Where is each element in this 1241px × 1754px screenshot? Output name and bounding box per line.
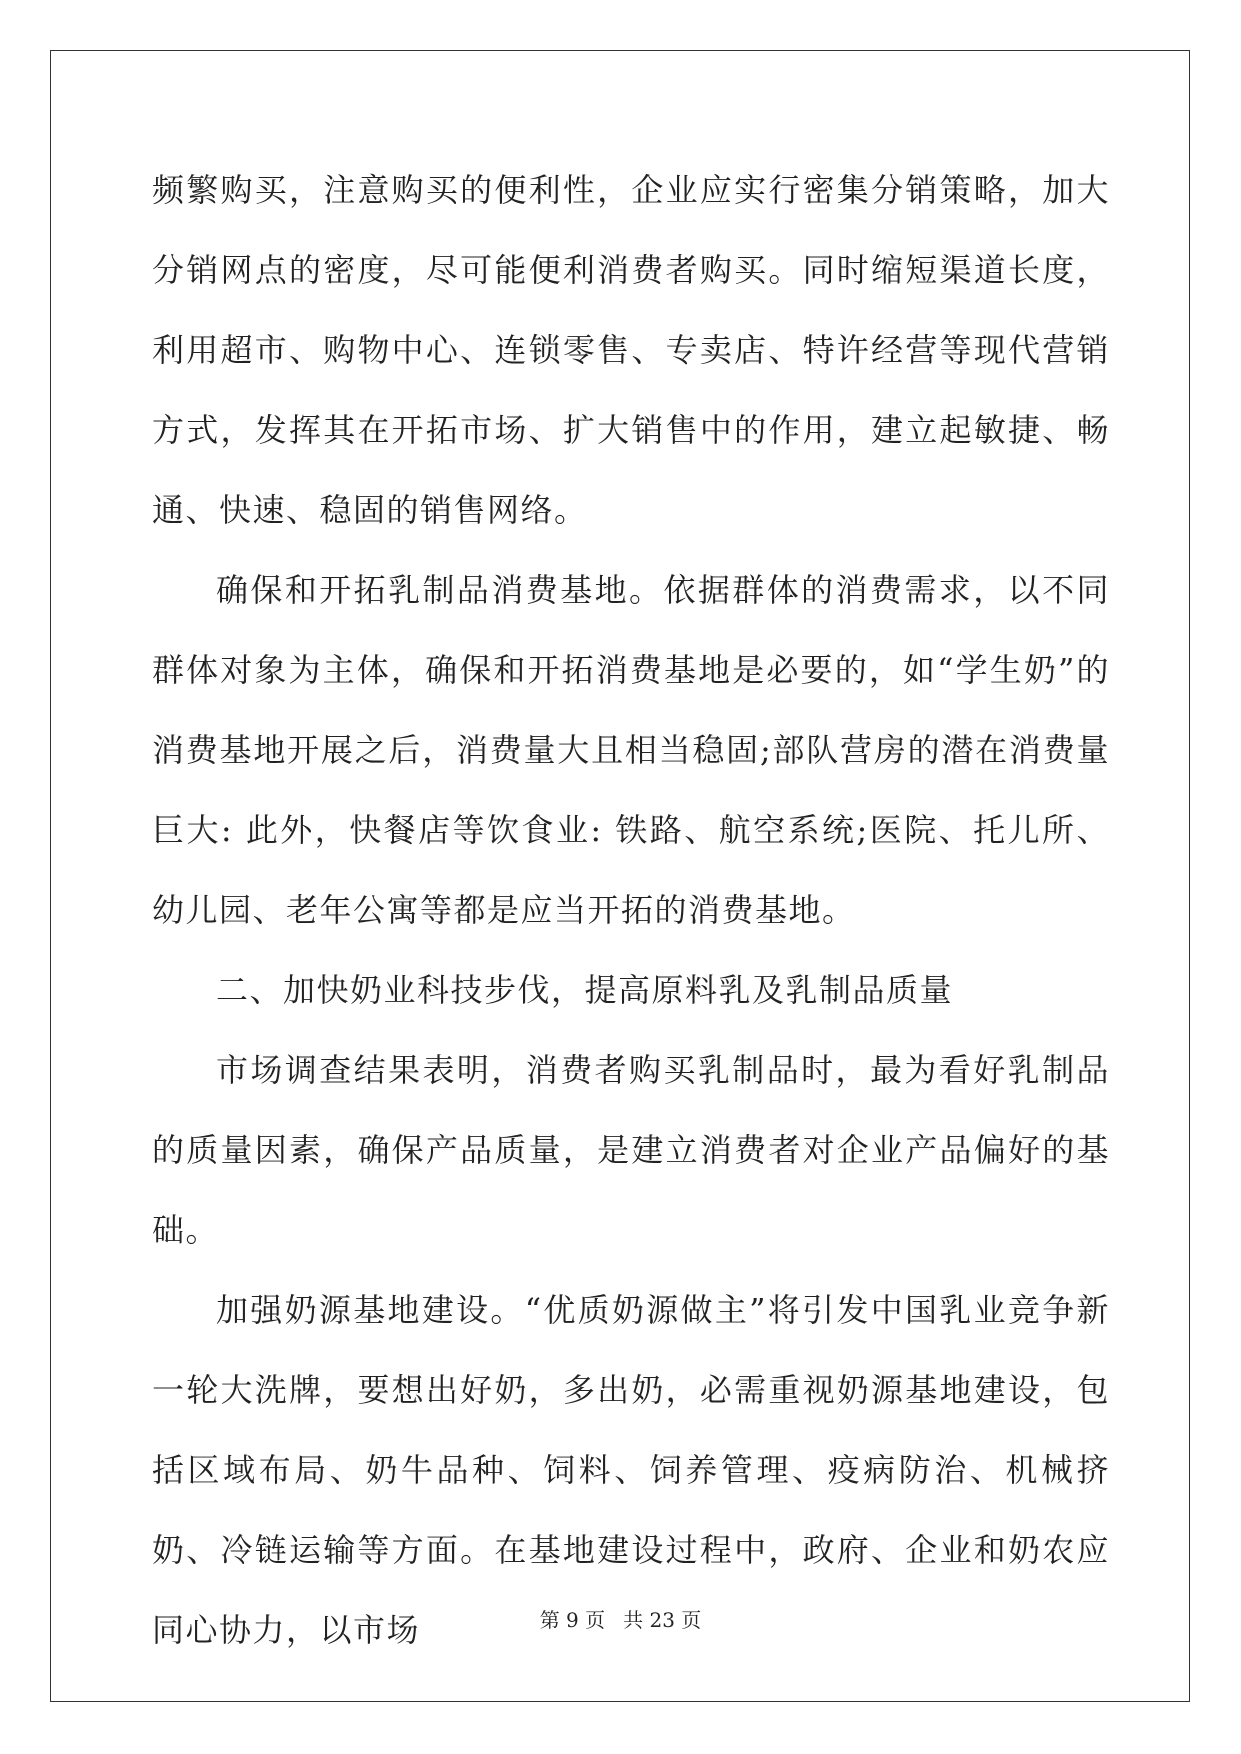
document-body xyxy=(152,150,1110,1670)
paragraph-1: 频繁购买，注意购买的便利性，企业应实行密集分销策略，加大分销网点的密度，尽可能便利消费者购买。同时缩短渠道长度，利用超市、购物中心、连锁零售、专卖店、特许经营等现代营销方式，发挥其在开拓市场、扩大销售中的作用，建立起敏捷、畅通、快速、稳固的销售网络。 xyxy=(152,171,1110,529)
section-heading: 二、加快奶业科技步伐，提高原料乳及乳制品质量 xyxy=(216,971,954,1009)
page-footer xyxy=(0,1604,1241,1633)
paragraph-3: 市场调查结果表明，消费者购买乳制品时，最为看好乳制品的质量因素，确保产品质量，是建立消费者对企业产品偏好的基础。 xyxy=(152,1051,1110,1249)
current-page-number: 第 9 页 xyxy=(539,1608,606,1632)
total-page-count: 共 23 页 xyxy=(623,1608,702,1632)
paragraph-2: 确保和开拓乳制品消费基地。依据群体的消费需求，以不同群体对象为主体，确保和开拓消费基地是必要的，如“学生奶”的消费基地开展之后，消费量大且相当稳固;部队营房的潜在消费量巨大: 此外，快餐店等饮食业: 铁路、航空系统;医院、托儿所、幼儿园、老年公寓等都是应当开拓的消费基地。 xyxy=(152,571,1110,929)
paragraph-4: 加强奶源基地建设。“优质奶源做主”将引发中国乳业竞争新一轮大洗牌，要想出好奶，多出奶，必需重视奶源基地建设，包括区域布局、奶牛品种、饲料、饲养管理、疫病防治、机械挤奶、冷链运输等方面。在基地建设过程中，政府、企业和奶农应同心协力，以市场 xyxy=(152,1291,1110,1649)
